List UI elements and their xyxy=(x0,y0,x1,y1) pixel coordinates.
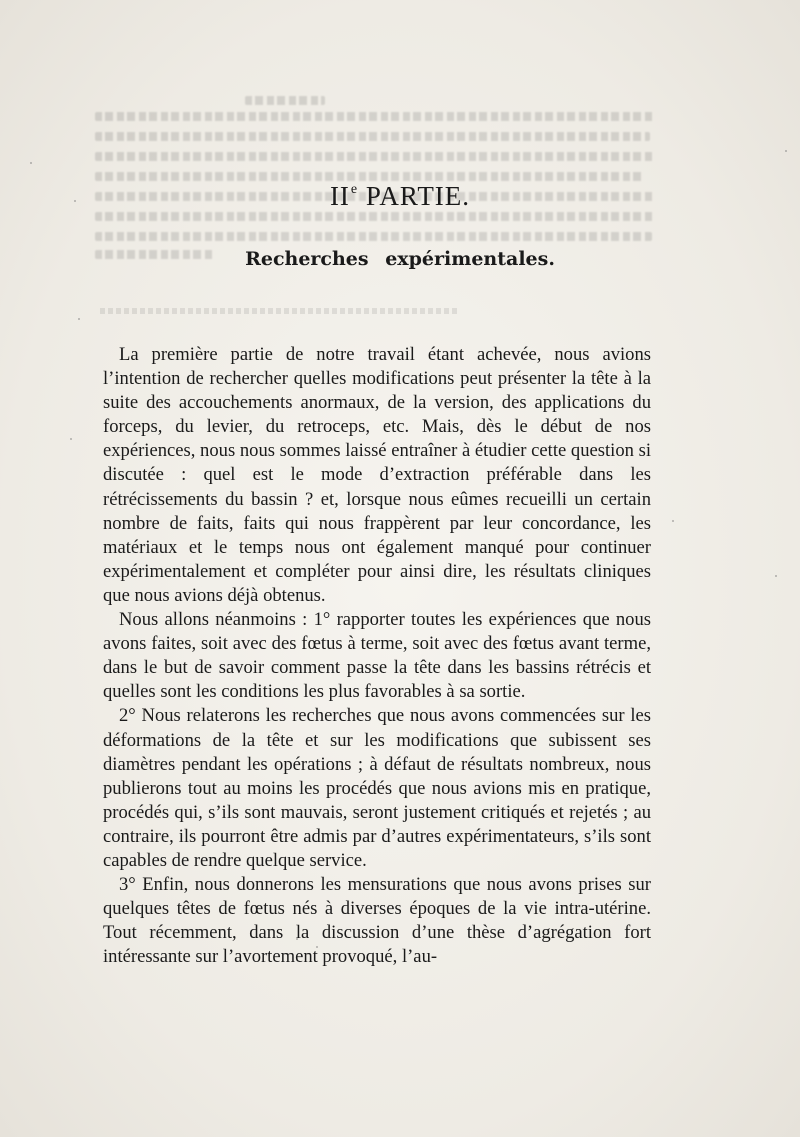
paragraph-point-3: 3° Enfin, nous donnerons les mensurations que nous avons prises sur quelques têtes de fœtus nés à diverses époques de la vie intra-utérine. Tout récemment, dans la discussion d’une thèse d’agrégation fort intéressante sur l’avortement provoqué, l’au- xyxy=(103,874,651,968)
paragraph-point-2: 2° Nous relaterons les recherches que nous avons commencées sur les déformations de la tête et sur les modifications que subissent ses diamètres pendant les opérations ; à défaut de résultats nombreux, nous publierons tout au moins les procédés que nous avions mis en pratique, procédés qui, s’ils sont mauvais, seront justement critiqués et rejetés ; au contraire, ils pourront être admis par d’autres expérimentateurs, s’ils sont capables de rendre quelque service. xyxy=(103,705,651,871)
part-heading xyxy=(0,172,800,214)
paragraph-intro: La première partie de notre travail étant achevée, nous avions l’intention de rechercher quelles modifications peut présenter la tête à la suite des accouchements anormaux, de la version, des applications du forceps, du levier, du retroceps, etc. Mais, dès le début de nos expériences, nous nous sommes laissé entraîner à étudier cette question si discutée : quel est le mode d’extraction préférable dans les rétrécissements du bassin ? et, lorsque nous eûmes recueilli un certain nombre de faits, faits qui nous frappèrent par leur concordance, les matériaux et le temps nous ont également manqué pour continuer expérimentalement et compléter pour ainsi dire, les résultats cliniques que nous avions déjà obtenus. xyxy=(103,344,651,606)
body-text xyxy=(103,343,651,969)
bleed-through-footnote xyxy=(100,308,460,314)
paragraph-point-1: Nous allons néanmoins : 1° rapporter toutes les expériences que nous avons faites, soit avec des fœtus à terme, soit avec des fœtus avant terme, dans le but de savoir comment passe la tête dans les bassins rétrécis et quelles sont les conditions les plus favorables à sa sortie. xyxy=(103,609,651,703)
part-word: PARTIE. xyxy=(365,181,471,211)
section-heading: Recherches expérimentales. xyxy=(245,248,555,270)
part-numeral: II xyxy=(329,181,350,211)
part-numeral-suffix: e xyxy=(350,182,359,197)
